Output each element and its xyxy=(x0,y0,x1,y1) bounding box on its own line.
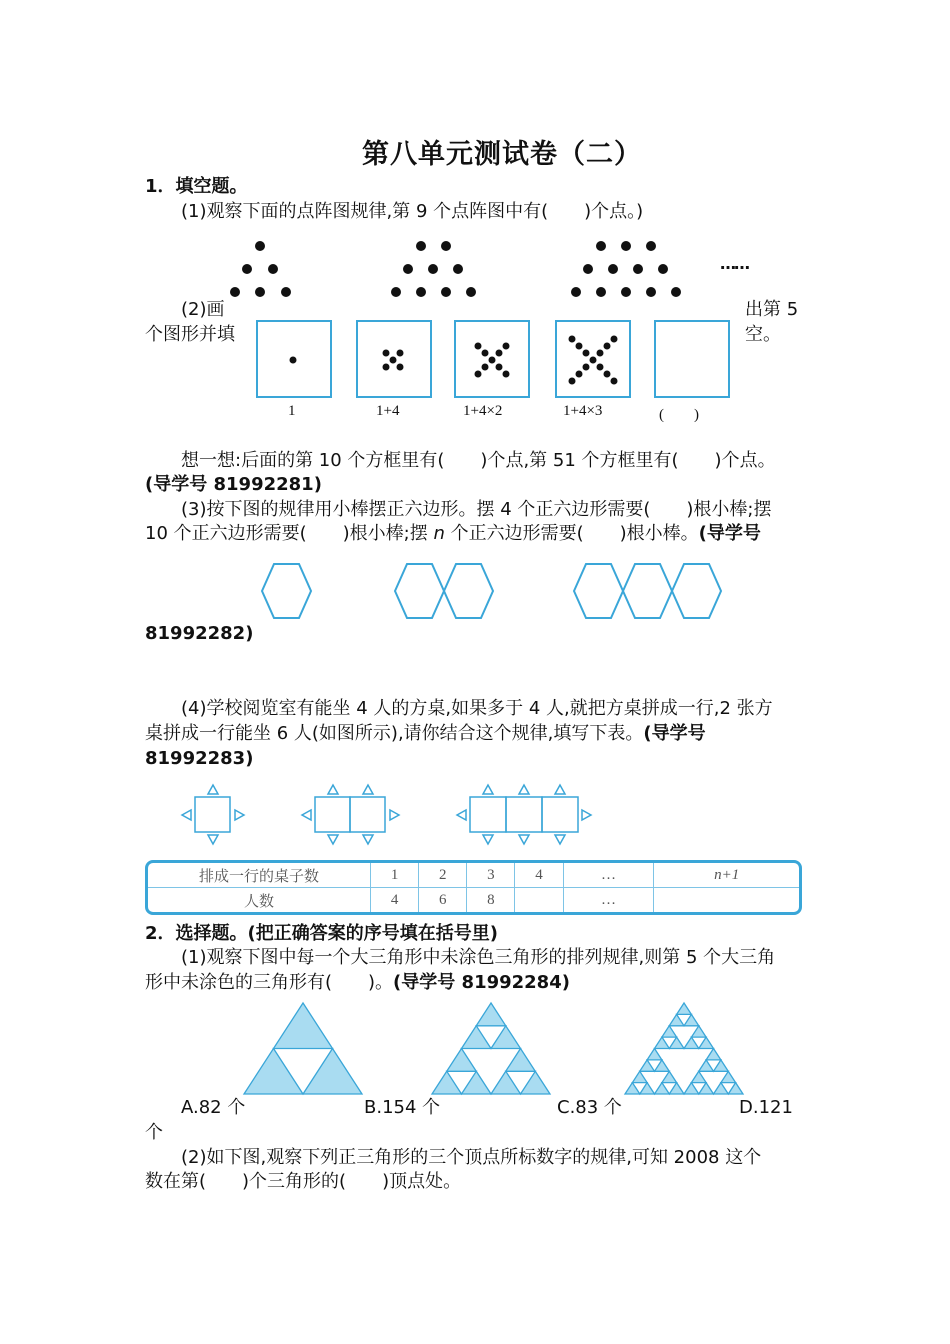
sierpinski-figure xyxy=(238,1000,750,1098)
table-row xyxy=(148,863,799,888)
dot xyxy=(416,241,426,251)
question-2-2-line2: 数在第( )个三角形的( )顶点处。 xyxy=(145,1171,462,1192)
section-2-heading: 2．选择题。(把正确答案的序号填在括号里) xyxy=(145,923,498,944)
caption-4: 1+4×3 xyxy=(563,403,603,419)
dot xyxy=(255,241,265,251)
variable-n: n xyxy=(433,523,445,544)
dot xyxy=(466,287,476,297)
dot xyxy=(633,264,643,274)
dot xyxy=(453,264,463,274)
question-1-1: (1)观察下面的点阵图规律,第 9 个点阵图中有( )个点。) xyxy=(181,201,644,222)
question-1-2-left-a: (2)画 xyxy=(181,299,225,320)
dots-ellipsis: …… xyxy=(720,254,748,273)
table-cell: 2 xyxy=(419,863,467,888)
dot xyxy=(242,264,252,274)
guide-number-3a: (导学号 xyxy=(643,723,706,744)
dot xyxy=(441,241,451,251)
dot xyxy=(416,287,426,297)
table-cell: n+1 xyxy=(654,863,799,888)
table-cell: 6 xyxy=(419,888,467,913)
option-b[interactable]: B.154 个 xyxy=(364,1097,441,1118)
caption-2: 1+4 xyxy=(376,403,400,419)
guide-number-1: (导学号 81992281) xyxy=(145,474,322,495)
question-2-2-line1: (2)如下图,观察下列正三角形的三个顶点所标数字的规律,可知 2008 这个 xyxy=(181,1147,762,1168)
question-2-1-line1: (1)观察下图中每一个大三角形中未涂色三角形的排列规律,则第 5 个大三角 xyxy=(181,947,776,968)
dot xyxy=(391,287,401,297)
caption-5: ( ) xyxy=(659,407,699,423)
dot xyxy=(621,241,631,251)
dot xyxy=(646,241,656,251)
question-2-1-text: 形中未涂色的三角形有( )。 xyxy=(145,972,394,993)
table-cell[interactable] xyxy=(654,888,799,913)
square-box xyxy=(655,321,729,397)
dot xyxy=(658,264,668,274)
table-cell: 4 xyxy=(515,863,563,888)
dot xyxy=(583,264,593,274)
question-1-4-line1: (4)学校阅览室有能坐 4 人的方桌,如果多于 4 人,就把方桌拼成一行,2 张方 xyxy=(181,698,773,719)
page-title: 第八单元测试卷（二） xyxy=(362,139,642,170)
table-cell: 4 xyxy=(371,888,419,913)
dot xyxy=(428,264,438,274)
table-cell: … xyxy=(563,863,654,888)
dot-pattern-figure xyxy=(220,235,780,305)
table-cell: … xyxy=(563,888,654,913)
table-seats-figure xyxy=(178,782,598,848)
dot xyxy=(571,287,581,297)
question-1-3-line1: (3)按下图的规律用小棒摆正六边形。摆 4 个正六边形需要( )根小棒;摆 xyxy=(181,499,772,520)
dot xyxy=(441,287,451,297)
question-1-3-text-b: 个正六边形需要( )根小棒。 xyxy=(444,523,699,544)
dot xyxy=(621,287,631,297)
table-cell[interactable] xyxy=(515,888,563,913)
guide-number-2b: 81992282) xyxy=(145,623,254,644)
guide-number-4: (导学号 81992284) xyxy=(393,972,570,993)
dot xyxy=(230,287,240,297)
option-d-tail: 个 xyxy=(145,1122,163,1143)
table-cell: 8 xyxy=(467,888,515,913)
dot xyxy=(596,287,606,297)
table-cell: 3 xyxy=(467,863,515,888)
question-1-4-text: 桌拼成一行能坐 6 人(如图所示),请你结合这个规律,填写下表。 xyxy=(145,723,644,744)
dot xyxy=(255,287,265,297)
question-1-2-right-a: 出第 5 xyxy=(745,299,799,320)
section-1-heading: 1．填空题。 xyxy=(145,176,248,197)
dot xyxy=(608,264,618,274)
question-1-2-right-b: 空。 xyxy=(745,324,781,345)
data-table xyxy=(145,860,802,915)
dot xyxy=(646,287,656,297)
question-1-2-left-b: 个图形并填 xyxy=(145,324,235,345)
caption-1: 1 xyxy=(288,403,296,419)
hexagon-figure xyxy=(255,560,735,624)
dot xyxy=(281,287,291,297)
caption-3: 1+4×2 xyxy=(463,403,503,419)
table-row xyxy=(148,888,799,913)
guide-number-3b: 81992283) xyxy=(145,748,254,769)
guide-number-2a: (导学号 xyxy=(698,523,761,544)
dot xyxy=(268,264,278,274)
question-1-3-text-a: 10 个正六边形需要( )根小棒;摆 xyxy=(145,523,434,544)
square-dot-figure xyxy=(250,318,740,403)
table-cell: 排成一行的桌子数 xyxy=(148,863,371,888)
question-1-3-line2 xyxy=(145,522,761,546)
dot xyxy=(403,264,413,274)
table-cell: 1 xyxy=(371,863,419,888)
option-c[interactable]: C.83 个 xyxy=(557,1097,622,1118)
question-1-4-line2 xyxy=(145,722,706,746)
dot xyxy=(596,241,606,251)
table-cell: 人数 xyxy=(148,888,371,913)
option-d[interactable]: D.121 xyxy=(739,1097,793,1118)
question-1-2-think: 想一想:后面的第 10 个方框里有( )个点,第 51 个方框里有( )个点。 xyxy=(181,450,776,471)
question-2-1-line2 xyxy=(145,971,570,995)
dot xyxy=(671,287,681,297)
option-a[interactable]: A.82 个 xyxy=(181,1097,246,1118)
